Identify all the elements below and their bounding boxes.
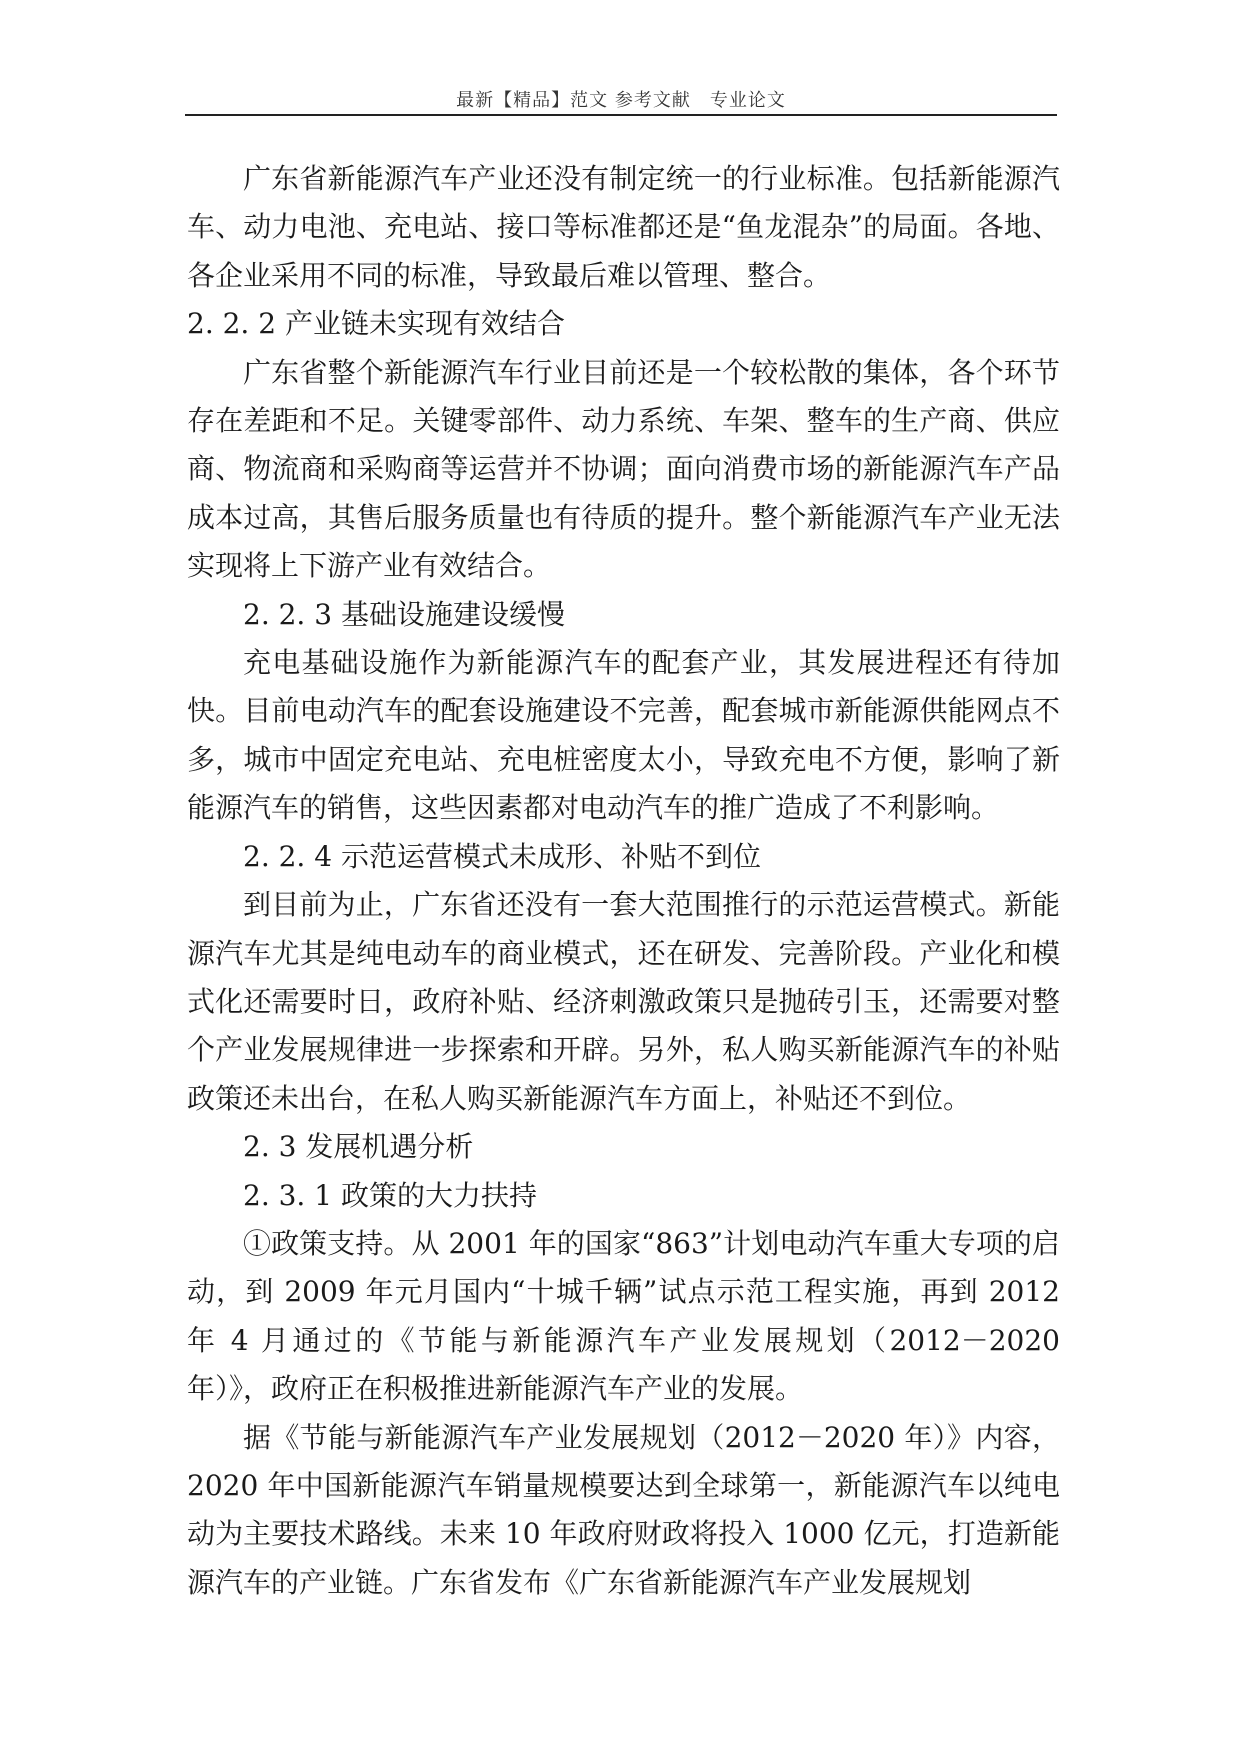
paragraph-development-plan: 据《节能与新能源汽车产业发展规划（2012－2020 年）》内容，2020 年中国新能源汽车销量规模要达到全球第一，新能源汽车以纯电动为主要技术路线。未来 10 年政府财政将投入 1000 亿元，打造新能源汽车的产业链。广东省发布《广东省新能源汽车产业发展规划	[187, 1420, 1060, 1599]
paragraph-infrastructure: 充电基础设施作为新能源汽车的配套产业，其发展进程还有待加快。目前电动汽车的配套设施建设不完善，配套城市新能源供能网点不多，城市中固定充电站、充电桩密度太小，导致充电不方便，影响了新能源汽车的销售，这些因素都对电动汽车的推广造成了不利影响。	[187, 646, 1060, 825]
heading-2-3-1: 2. 3. 1 政策的大力扶持	[243, 1178, 537, 1212]
paragraph-standards: 广东省新能源汽车产业还没有制定统一的行业标准。包括新能源汽车、动力电池、充电站、接口等标准都还是“鱼龙混杂”的局面。各地、各企业采用不同的标准，导致最后难以管理、整合。	[187, 162, 1060, 292]
paragraph-policy-support: ①政策支持。从 2001 年的国家“863”计划电动汽车重大专项的启动，到 2009 年元月国内“十城千辆”试点示范工程实施，再到 2012 年 4 月通过的《节能与新能源汽车产业发展规划（2012－2020 年）》，政府正在积极推进新能源汽车产业的发展。	[187, 1226, 1060, 1406]
paragraph-operation-model: 到目前为止，广东省还没有一套大范围推行的示范运营模式。新能源汽车尤其是纯电动车的商业模式，还在研发、完善阶段。产业化和模式化还需要时日，政府补贴、经济刺激政策只是抛砖引玉，还需要对整个产业发展规律进一步探索和开辟。另外，私人购买新能源汽车的补贴政策还未出台，在私人购买新能源汽车方面上，补贴还不到位。	[187, 888, 1060, 1115]
heading-2-2-2: 2. 2. 2 产业链未实现有效结合	[187, 307, 565, 341]
page-header: 最新【精品】范文 参考文献 专业论文	[456, 90, 786, 111]
heading-2-3: 2. 3 发展机遇分析	[243, 1130, 474, 1164]
header-rule	[185, 114, 1057, 116]
paragraph-industry-chain: 广东省整个新能源汽车行业目前还是一个较松散的集体，各个环节存在差距和不足。关键零部件、动力系统、车架、整车的生产商、供应商、物流商和采购商等运营并不协调；面向消费市场的新能源汽车产品成本过高，其售后服务质量也有待质的提升。整个新能源汽车产业无法实现将上下游产业有效结合。	[187, 355, 1060, 583]
document-body	[187, 155, 1060, 1607]
heading-2-2-3: 2. 2. 3 基础设施建设缓慢	[243, 597, 565, 631]
heading-2-2-4: 2. 2. 4 示范运营模式未成形、补贴不到位	[243, 839, 761, 873]
